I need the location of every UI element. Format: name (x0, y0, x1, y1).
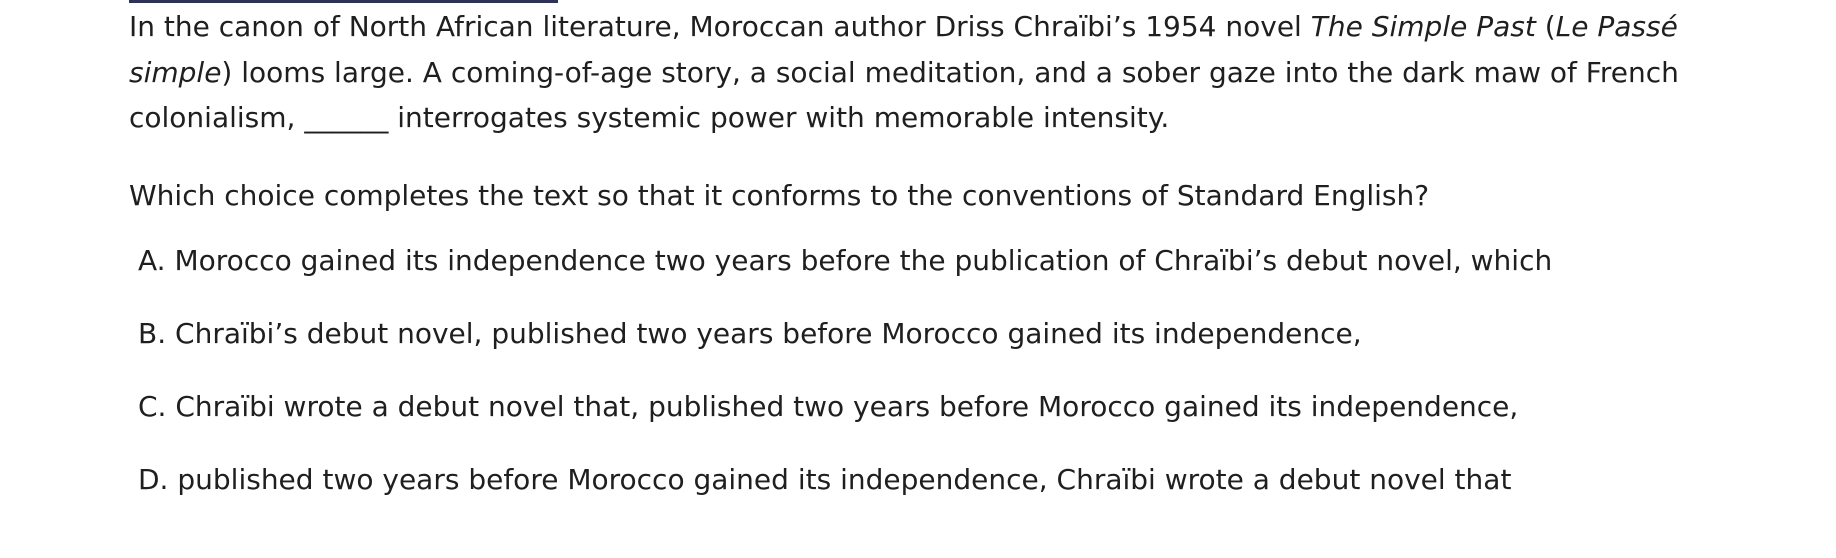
choice-text: Chraïbi’s debut novel, published two years before Morocco gained its independence, (175, 317, 1362, 350)
choice-text: Morocco gained its independence two years before the publication of Chraïbi’s debut novel, which (174, 244, 1553, 277)
question-prompt: Which choice completes the text so that it conforms to the conventions of Standard English? (129, 179, 1430, 212)
passage-part-2: ( (1535, 10, 1556, 43)
choice-letter: A. (138, 244, 166, 277)
choice-c[interactable] (138, 384, 1552, 457)
passage-text (129, 4, 1689, 141)
passage-part-3: ) looms large. A coming-of-age story, a social meditation, and a sober gaze into the dark maw of French colonialism, ______ interrogates systemic power with memorable intensity. (129, 55, 1679, 134)
choice-a[interactable] (138, 238, 1552, 311)
choice-b[interactable] (138, 311, 1552, 384)
choice-letter: C. (138, 390, 167, 423)
passage-title-french-a: Le Passé (1555, 10, 1678, 43)
choice-d[interactable] (138, 457, 1552, 530)
choice-text: published two years before Morocco gained its independence, Chraïbi wrote a debut novel that (177, 463, 1512, 496)
choice-text: Chraïbi wrote a debut novel that, published two years before Morocco gained its independence, (175, 390, 1519, 423)
passage-title-french-b: simple (129, 55, 222, 89)
top-divider (129, 0, 558, 3)
passage-title-english: The Simple Past (1310, 10, 1536, 43)
passage-part-1: In the canon of North African literature, Moroccan author Driss Chraïbi’s 1954 novel (129, 10, 1311, 43)
choice-letter: B. (138, 317, 167, 350)
choice-letter: D. (138, 463, 169, 496)
answer-choices (138, 238, 1552, 530)
